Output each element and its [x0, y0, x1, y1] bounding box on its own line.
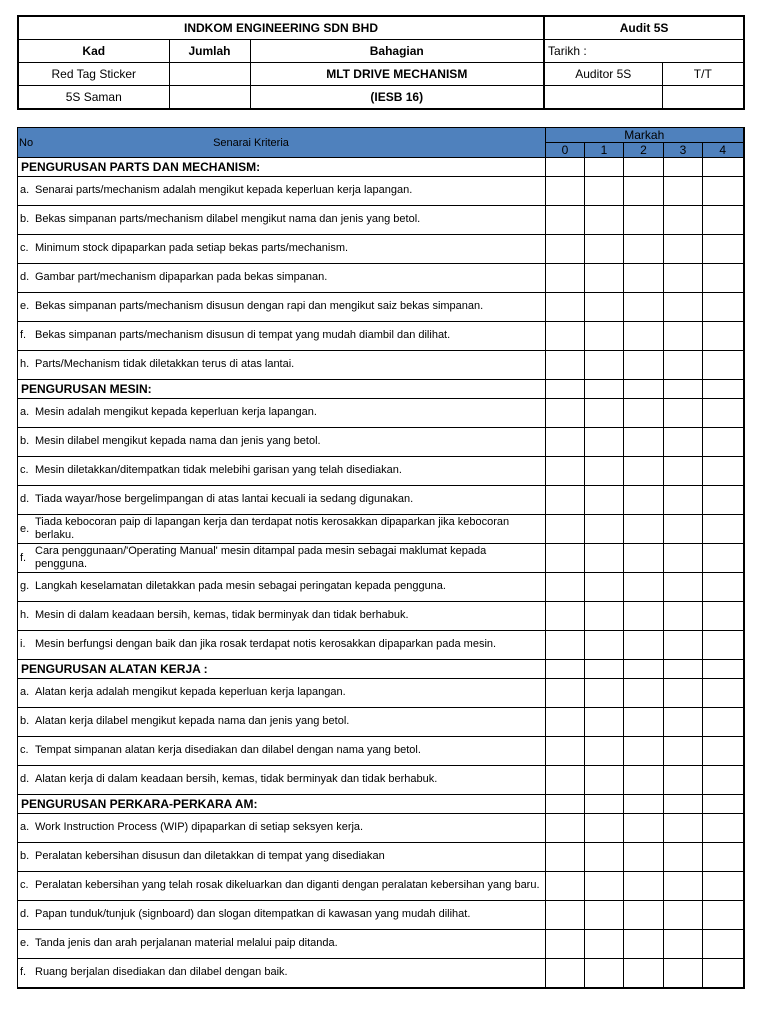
score-cell-4[interactable]	[703, 930, 744, 959]
criteria-row	[18, 843, 744, 872]
criteria-description	[18, 766, 546, 795]
criteria-text: Tanda jenis dan arah perjalanan material melalui paip ditanda.	[35, 937, 338, 950]
criteria-text: Bekas simpanan parts/mechanism disusun dengan rapi dan mengikut saiz bekas simpanan.	[35, 300, 484, 313]
score-cell-4[interactable]	[703, 351, 744, 380]
section-blank-cell	[624, 380, 664, 399]
score-cell-2[interactable]	[624, 631, 664, 660]
score-cell-4[interactable]	[703, 901, 744, 930]
criteria-description	[18, 515, 546, 544]
auditor-label: Auditor 5S	[544, 63, 662, 86]
score-4-label: 4	[703, 143, 744, 158]
score-cell-1[interactable]	[585, 544, 624, 573]
criteria-letter: d.	[20, 908, 30, 921]
score-cell-1[interactable]	[585, 959, 624, 989]
score-cell-2[interactable]	[624, 679, 664, 708]
jumlah-label: Jumlah	[169, 40, 250, 63]
criteria-letter: e.	[20, 937, 30, 950]
score-cell-3[interactable]	[664, 235, 703, 264]
score-cell-2[interactable]	[624, 766, 664, 795]
criteria-row	[18, 602, 744, 631]
criteria-description	[18, 544, 546, 573]
score-cell-0[interactable]	[546, 515, 585, 544]
score-cell-4[interactable]	[703, 573, 744, 602]
score-cell-1[interactable]	[585, 766, 624, 795]
score-cell-2[interactable]	[624, 428, 664, 457]
criteria-description	[18, 293, 546, 322]
score-cell-3[interactable]	[664, 737, 703, 766]
criteria-table	[17, 127, 745, 989]
score-cell-3[interactable]	[664, 428, 703, 457]
criteria-text: Mesin adalah mengikut kepada keperluan kerja lapangan.	[35, 406, 317, 419]
section-blank-cell	[624, 158, 664, 177]
criteria-letter: e.	[20, 300, 30, 313]
score-cell-0[interactable]	[546, 901, 585, 930]
section-blank-cell	[585, 380, 624, 399]
score-cell-0[interactable]	[546, 679, 585, 708]
criteria-description	[18, 708, 546, 737]
section-blank-cell	[703, 158, 744, 177]
criteria-text: Bekas simpanan parts/mechanism dilabel mengikut nama dan jenis yang betol.	[35, 213, 421, 226]
criteria-text: Langkah keselamatan diletakkan pada mesin sebagai peringatan kepada pengguna.	[35, 580, 446, 593]
criteria-description	[18, 602, 546, 631]
criteria-letter: d.	[20, 271, 30, 284]
bahagian-label: Bahagian	[250, 40, 544, 63]
score-cell-1[interactable]	[585, 486, 624, 515]
criteria-text: Peralatan kebersihan yang telah rosak dikeluarkan dan diganti dengan peralatan kebersihan yang baru.	[35, 879, 540, 892]
criteria-letter: e.	[20, 522, 30, 535]
score-cell-3[interactable]	[664, 814, 703, 843]
score-cell-0[interactable]	[546, 486, 585, 515]
score-cell-1[interactable]	[585, 930, 624, 959]
score-1-label: 1	[585, 143, 624, 158]
score-cell-0[interactable]	[546, 814, 585, 843]
auditor-name-cell[interactable]	[544, 86, 662, 110]
score-cell-4[interactable]	[703, 428, 744, 457]
criteria-letter: g.	[20, 580, 30, 593]
score-cell-0[interactable]	[546, 959, 585, 989]
score-cell-4[interactable]	[703, 235, 744, 264]
score-cell-2[interactable]	[624, 814, 664, 843]
score-cell-1[interactable]	[585, 457, 624, 486]
score-cell-1[interactable]	[585, 737, 624, 766]
criteria-description	[18, 206, 546, 235]
score-cell-0[interactable]	[546, 428, 585, 457]
score-cell-2[interactable]	[624, 293, 664, 322]
criteria-description	[18, 901, 546, 930]
criteria-row	[18, 322, 744, 351]
criteria-description	[18, 235, 546, 264]
criteria-text: Papan tunduk/tunjuk (signboard) dan slogan ditempatkan di kawasan yang mudah dilihat.	[35, 908, 471, 921]
criteria-row	[18, 959, 744, 989]
criteria-row	[18, 457, 744, 486]
criteria-text: Bekas simpanan parts/mechanism disusun di tempat yang mudah diambil dan dilihat.	[35, 329, 451, 342]
tt-label: T/T	[662, 63, 744, 86]
audit-title: Audit 5S	[544, 16, 744, 40]
criteria-text: Cara penggunaan/'Operating Manual' mesin ditampal pada mesin sebagai maklumat kepada pengguna.	[35, 545, 487, 570]
score-cell-3[interactable]	[664, 544, 703, 573]
section-blank-cell	[664, 795, 703, 814]
criteria-text: Work Instruction Process (WIP) dipaparkan di setiap seksyen kerja.	[35, 821, 364, 834]
score-cell-0[interactable]	[546, 708, 585, 737]
criteria-text: Peralatan kebersihan disusun dan diletakkan di tempat yang disediakan	[35, 850, 385, 863]
section-blank-cell	[703, 795, 744, 814]
score-cell-4[interactable]	[703, 544, 744, 573]
score-cell-4[interactable]	[703, 457, 744, 486]
score-cell-0[interactable]	[546, 177, 585, 206]
criteria-text: Tiada kebocoran paip di lapangan kerja dan terdapat notis kerosakkan dipaparkan jika kebocoran berlaku.	[35, 516, 510, 541]
score-cell-4[interactable]	[703, 708, 744, 737]
score-cell-3[interactable]	[664, 708, 703, 737]
section-row	[18, 795, 744, 814]
score-cell-3[interactable]	[664, 515, 703, 544]
score-cell-0[interactable]	[546, 351, 585, 380]
criteria-description	[18, 930, 546, 959]
red-tag-label: Red Tag Sticker	[18, 63, 169, 86]
criteria-letter: b.	[20, 435, 30, 448]
score-cell-1[interactable]	[585, 631, 624, 660]
score-cell-4[interactable]	[703, 631, 744, 660]
score-cell-2[interactable]	[624, 235, 664, 264]
score-cell-0[interactable]	[546, 322, 585, 351]
criteria-text: Alatan kerja di dalam keadaan bersih, kemas, tidak berminyak dan tidak berhabuk.	[35, 773, 438, 786]
no-label: No	[19, 136, 34, 149]
score-cell-2[interactable]	[624, 959, 664, 989]
score-cell-0[interactable]	[546, 235, 585, 264]
score-cell-1[interactable]	[585, 399, 624, 428]
criteria-title: Senarai Kriteria	[213, 136, 289, 149]
score-cell-0[interactable]	[546, 766, 585, 795]
score-cell-3[interactable]	[664, 486, 703, 515]
score-cell-4[interactable]	[703, 264, 744, 293]
score-cell-1[interactable]	[585, 428, 624, 457]
score-cell-0[interactable]	[546, 631, 585, 660]
criteria-letter: c.	[20, 464, 29, 477]
score-cell-2[interactable]	[624, 573, 664, 602]
score-cell-2[interactable]	[624, 901, 664, 930]
criteria-letter: d.	[20, 493, 30, 506]
score-cell-3[interactable]	[664, 351, 703, 380]
criteria-description	[18, 322, 546, 351]
saman-label: 5S Saman	[18, 86, 169, 110]
criteria-text: Minimum stock dipaparkan pada setiap bekas parts/mechanism.	[35, 242, 349, 255]
criteria-description	[18, 679, 546, 708]
score-cell-0[interactable]	[546, 293, 585, 322]
score-cell-4[interactable]	[703, 602, 744, 631]
score-cell-0[interactable]	[546, 399, 585, 428]
criteria-row	[18, 573, 744, 602]
section-blank-cell	[585, 795, 624, 814]
section-blank-cell	[546, 380, 585, 399]
criteria-letter: f.	[20, 551, 27, 564]
criteria-letter: d.	[20, 773, 30, 786]
score-cell-4[interactable]	[703, 872, 744, 901]
section-blank-cell	[703, 660, 744, 679]
criteria-description	[18, 843, 546, 872]
score-cell-0[interactable]	[546, 737, 585, 766]
score-cell-3[interactable]	[664, 573, 703, 602]
criteria-letter: a.	[20, 821, 30, 834]
score-cell-1[interactable]	[585, 679, 624, 708]
score-cell-2[interactable]	[624, 399, 664, 428]
score-cell-3[interactable]	[664, 901, 703, 930]
criteria-letter: h.	[20, 358, 30, 371]
score-cell-1[interactable]	[585, 177, 624, 206]
score-cell-3[interactable]	[664, 872, 703, 901]
score-cell-0[interactable]	[546, 872, 585, 901]
criteria-letter: c.	[20, 744, 29, 757]
criteria-row	[18, 515, 744, 544]
section-blank-cell	[703, 380, 744, 399]
criteria-text: Parts/Mechanism tidak diletakkan terus di atas lantai.	[35, 358, 295, 371]
criteria-letter: i.	[20, 638, 26, 651]
score-cell-1[interactable]	[585, 206, 624, 235]
kad-label: Kad	[18, 40, 169, 63]
criteria-letter: f.	[20, 966, 27, 979]
score-cell-0[interactable]	[546, 544, 585, 573]
score-3-label: 3	[664, 143, 703, 158]
criteria-letter: a.	[20, 406, 30, 419]
score-cell-4[interactable]	[703, 679, 744, 708]
score-cell-2[interactable]	[624, 206, 664, 235]
section-title: PENGURUSAN PERKARA-PERKARA AM:	[18, 795, 546, 814]
criteria-row	[18, 930, 744, 959]
criteria-row	[18, 264, 744, 293]
criteria-description	[18, 486, 546, 515]
score-cell-2[interactable]	[624, 457, 664, 486]
criteria-row	[18, 631, 744, 660]
section-blank-cell	[624, 795, 664, 814]
score-cell-3[interactable]	[664, 264, 703, 293]
score-cell-4[interactable]	[703, 515, 744, 544]
score-cell-2[interactable]	[624, 737, 664, 766]
department-code: (IESB 16)	[250, 86, 544, 110]
section-blank-cell	[664, 158, 703, 177]
signature-cell[interactable]	[662, 86, 744, 110]
section-title: PENGURUSAN MESIN:	[18, 380, 546, 399]
score-cell-1[interactable]	[585, 293, 624, 322]
score-cell-4[interactable]	[703, 814, 744, 843]
criteria-text: Alatan kerja dilabel mengikut kepada nama dan jenis yang betol.	[35, 715, 350, 728]
criteria-letter: c.	[20, 242, 29, 255]
section-row	[18, 380, 744, 399]
score-cell-4[interactable]	[703, 959, 744, 989]
criteria-row	[18, 679, 744, 708]
score-cell-1[interactable]	[585, 708, 624, 737]
criteria-description	[18, 872, 546, 901]
score-cell-4[interactable]	[703, 293, 744, 322]
criteria-text: Gambar part/mechanism dipaparkan pada bekas simpanan.	[35, 271, 328, 284]
criteria-row	[18, 206, 744, 235]
criteria-text: Tiada wayar/hose bergelimpangan di atas lantai kecuali ia sedang digunakan.	[35, 493, 414, 506]
score-cell-4[interactable]	[703, 486, 744, 515]
section-row	[18, 660, 744, 679]
score-cell-0[interactable]	[546, 843, 585, 872]
criteria-row	[18, 708, 744, 737]
criteria-header	[18, 128, 546, 158]
score-cell-2[interactable]	[624, 843, 664, 872]
criteria-text: Ruang berjalan disediakan dan dilabel dengan baik.	[35, 966, 288, 979]
section-blank-cell	[624, 660, 664, 679]
criteria-description	[18, 399, 546, 428]
score-cell-3[interactable]	[664, 930, 703, 959]
section-blank-cell	[585, 158, 624, 177]
score-cell-3[interactable]	[664, 177, 703, 206]
criteria-text: Mesin dilabel mengikut kepada nama dan jenis yang betol.	[35, 435, 321, 448]
criteria-row	[18, 486, 744, 515]
section-blank-cell	[546, 158, 585, 177]
score-cell-0[interactable]	[546, 264, 585, 293]
criteria-row	[18, 766, 744, 795]
score-cell-1[interactable]	[585, 901, 624, 930]
criteria-letter: f.	[20, 329, 27, 342]
score-cell-4[interactable]	[703, 322, 744, 351]
criteria-description	[18, 814, 546, 843]
criteria-letter: b.	[20, 850, 30, 863]
criteria-text: Mesin di dalam keadaan bersih, kemas, tidak berminyak dan tidak berhabuk.	[35, 609, 409, 622]
criteria-row	[18, 293, 744, 322]
criteria-letter: h.	[20, 609, 30, 622]
score-cell-2[interactable]	[624, 177, 664, 206]
score-cell-1[interactable]	[585, 602, 624, 631]
score-cell-2[interactable]	[624, 930, 664, 959]
score-cell-4[interactable]	[703, 843, 744, 872]
criteria-text: Tempat simpanan alatan kerja disediakan dan dilabel dengan nama yang betol.	[35, 744, 421, 757]
criteria-row	[18, 901, 744, 930]
score-cell-0[interactable]	[546, 930, 585, 959]
score-cell-3[interactable]	[664, 766, 703, 795]
criteria-letter: a.	[20, 184, 30, 197]
criteria-row	[18, 428, 744, 457]
score-cell-3[interactable]	[664, 631, 703, 660]
score-cell-1[interactable]	[585, 235, 624, 264]
score-cell-1[interactable]	[585, 351, 624, 380]
score-cell-2[interactable]	[624, 515, 664, 544]
criteria-letter: a.	[20, 686, 30, 699]
criteria-row	[18, 351, 744, 380]
score-cell-1[interactable]	[585, 322, 624, 351]
section-blank-cell	[664, 380, 703, 399]
criteria-description	[18, 351, 546, 380]
criteria-letter: b.	[20, 715, 30, 728]
score-2-label: 2	[624, 143, 664, 158]
score-cell-3[interactable]	[664, 399, 703, 428]
score-cell-1[interactable]	[585, 872, 624, 901]
score-cell-0[interactable]	[546, 573, 585, 602]
criteria-letter: b.	[20, 213, 30, 226]
score-cell-4[interactable]	[703, 766, 744, 795]
audit-header-table	[17, 15, 745, 110]
score-cell-4[interactable]	[703, 737, 744, 766]
score-cell-2[interactable]	[624, 708, 664, 737]
score-cell-1[interactable]	[585, 814, 624, 843]
criteria-description	[18, 631, 546, 660]
score-cell-4[interactable]	[703, 177, 744, 206]
company-name: INDKOM ENGINEERING SDN BHD	[18, 16, 544, 40]
score-cell-2[interactable]	[624, 872, 664, 901]
criteria-text: Mesin berfungsi dengan baik dan jika rosak terdapat notis kerosakkan dipaparkan pada mesin.	[35, 638, 497, 651]
score-cell-0[interactable]	[546, 602, 585, 631]
department-name: MLT DRIVE MECHANISM	[250, 63, 544, 86]
criteria-text: Senarai parts/mechanism adalah mengikut kepada keperluan kerja lapangan.	[35, 184, 413, 197]
criteria-letter: c.	[20, 879, 29, 892]
saman-count-cell[interactable]	[169, 86, 250, 110]
criteria-description	[18, 264, 546, 293]
score-cell-3[interactable]	[664, 843, 703, 872]
criteria-description	[18, 177, 546, 206]
criteria-row	[18, 177, 744, 206]
criteria-row	[18, 235, 744, 264]
section-row	[18, 158, 744, 177]
score-cell-1[interactable]	[585, 843, 624, 872]
score-cell-3[interactable]	[664, 959, 703, 989]
criteria-description	[18, 457, 546, 486]
markah-label: Markah	[546, 128, 744, 143]
section-blank-cell	[546, 795, 585, 814]
score-cell-2[interactable]	[624, 264, 664, 293]
score-cell-3[interactable]	[664, 206, 703, 235]
score-cell-1[interactable]	[585, 573, 624, 602]
criteria-row	[18, 399, 744, 428]
score-cell-3[interactable]	[664, 293, 703, 322]
score-cell-3[interactable]	[664, 602, 703, 631]
criteria-row	[18, 737, 744, 766]
score-cell-4[interactable]	[703, 206, 744, 235]
score-cell-0[interactable]	[546, 206, 585, 235]
score-cell-2[interactable]	[624, 322, 664, 351]
score-cell-2[interactable]	[624, 544, 664, 573]
score-cell-0[interactable]	[546, 457, 585, 486]
score-cell-2[interactable]	[624, 351, 664, 380]
criteria-text: Alatan kerja adalah mengikut kepada keperluan kerja lapangan.	[35, 686, 346, 699]
criteria-description	[18, 573, 546, 602]
criteria-row	[18, 544, 744, 573]
score-cell-4[interactable]	[703, 399, 744, 428]
score-cell-1[interactable]	[585, 264, 624, 293]
section-blank-cell	[546, 660, 585, 679]
score-cell-2[interactable]	[624, 602, 664, 631]
section-title: PENGURUSAN ALATAN KERJA :	[18, 660, 546, 679]
section-blank-cell	[664, 660, 703, 679]
score-cell-2[interactable]	[624, 486, 664, 515]
red-tag-count-cell[interactable]	[169, 63, 250, 86]
score-0-label: 0	[546, 143, 585, 158]
criteria-description	[18, 959, 546, 989]
criteria-text: Mesin diletakkan/ditempatkan tidak melebihi garisan yang telah disediakan.	[35, 464, 402, 477]
criteria-description	[18, 737, 546, 766]
score-cell-1[interactable]	[585, 515, 624, 544]
score-cell-3[interactable]	[664, 457, 703, 486]
section-blank-cell	[585, 660, 624, 679]
tarikh-field[interactable]: Tarikh :	[544, 40, 744, 63]
criteria-row	[18, 814, 744, 843]
score-cell-3[interactable]	[664, 322, 703, 351]
section-title: PENGURUSAN PARTS DAN MECHANISM:	[18, 158, 546, 177]
score-cell-3[interactable]	[664, 679, 703, 708]
criteria-row	[18, 872, 744, 901]
criteria-description	[18, 428, 546, 457]
